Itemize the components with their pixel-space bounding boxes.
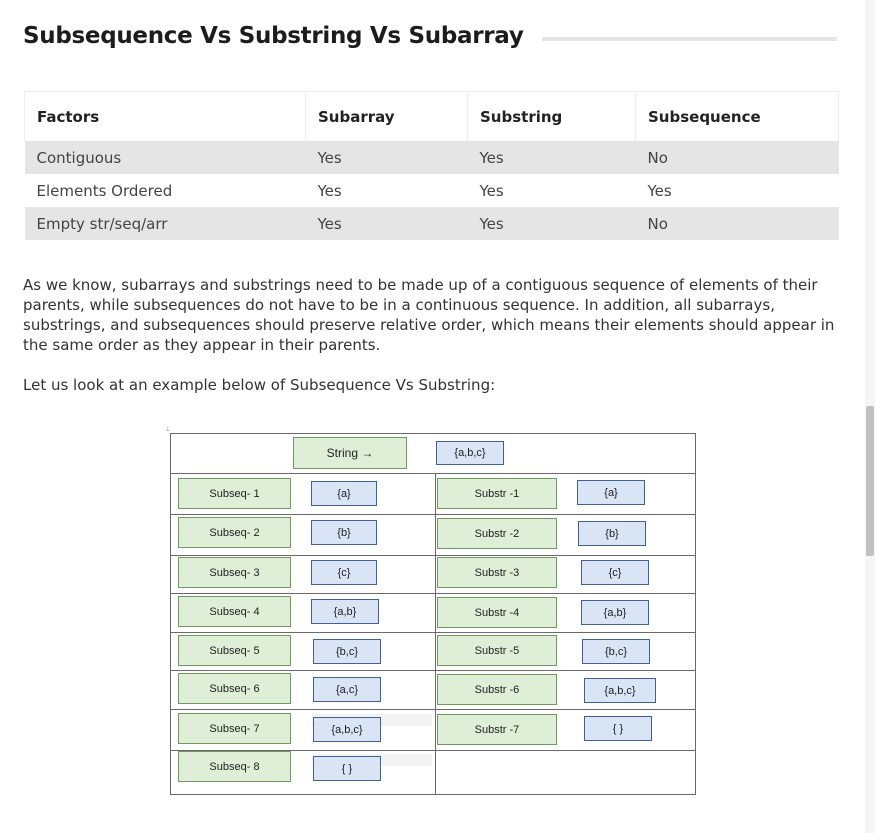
example-intro: Let us look at an example below of Subsequence Vs Substring: <box>23 376 496 394</box>
cell-subsequence: No <box>636 141 839 174</box>
cell-factor: Empty str/seq/arr <box>25 207 306 240</box>
substr-value: {a} <box>577 480 645 505</box>
string-value-box: {a,b,c} <box>436 441 504 465</box>
subseq-value: {a,c} <box>313 677 381 702</box>
subseq-value: { } <box>313 756 381 781</box>
header-factors: Factors <box>25 92 306 142</box>
table-row <box>25 141 839 174</box>
substr-label: Substr -3 <box>437 557 557 588</box>
grid-line <box>170 514 696 515</box>
substr-value: {a,b} <box>581 600 649 625</box>
example-figure <box>170 433 696 795</box>
string-label-box: String → <box>293 437 407 469</box>
subseq-label: Subseq- 1 <box>178 478 291 509</box>
subseq-value: {a,b} <box>311 599 379 624</box>
substr-label: Substr -4 <box>437 597 557 628</box>
header-subsequence: Subsequence <box>636 92 839 142</box>
subseq-label: Subseq- 7 <box>178 713 291 744</box>
substr-value: {a,b,c} <box>584 678 656 703</box>
grid-line <box>170 593 696 594</box>
cell-subarray: Yes <box>306 141 468 174</box>
subseq-value: {b,c} <box>313 639 381 664</box>
subseq-value: {c} <box>311 560 377 585</box>
cell-substring: Yes <box>468 174 636 207</box>
substr-label: Substr -5 <box>437 635 557 666</box>
grid-line <box>170 709 696 710</box>
substr-label: Substr -6 <box>437 674 557 705</box>
section-heading <box>23 18 837 54</box>
comparison-table <box>24 91 839 240</box>
substr-value: { } <box>584 716 652 741</box>
grid-divider <box>435 473 436 795</box>
grid-line <box>170 670 696 671</box>
grid-line <box>170 632 696 633</box>
subseq-label: Subseq- 4 <box>178 596 291 627</box>
grid-line <box>170 473 696 474</box>
cell-substring: Yes <box>468 207 636 240</box>
cell-subarray: Yes <box>306 207 468 240</box>
subseq-label: Subseq- 2 <box>178 517 291 548</box>
cell-factor: Contiguous <box>25 141 306 174</box>
page-title: Subsequence Vs Substring Vs Subarray <box>23 23 524 49</box>
substr-label: Substr -7 <box>437 714 557 745</box>
subseq-label: Subseq- 6 <box>178 673 291 704</box>
subseq-label: Subseq- 8 <box>178 751 291 782</box>
explanation-paragraph: As we know, subarrays and substrings need to be made up of a contiguous sequence of elements of their parents, while subsequences do not have to be in a continuous sequence. In addition, all subarrays, substrings, and subsequences should preserve relative order, which means their elements should appear in the same order as they appear in their parents. <box>23 276 835 354</box>
table-row <box>25 174 839 207</box>
substr-value: {b} <box>578 521 646 546</box>
substr-value: {c} <box>581 560 649 585</box>
cell-subsequence: Yes <box>636 174 839 207</box>
cell-subarray: Yes <box>306 174 468 207</box>
cell-substring: Yes <box>468 141 636 174</box>
image-anchor-icon: └ <box>165 427 170 435</box>
cell-factor: Elements Ordered <box>25 174 306 207</box>
subseq-label: Subseq- 5 <box>178 635 291 666</box>
subseq-label: Subseq- 3 <box>178 557 291 588</box>
header-substring: Substring <box>468 92 636 142</box>
table-header-row <box>25 92 839 142</box>
header-subarray: Subarray <box>306 92 468 142</box>
substr-value: {b,c} <box>582 639 650 664</box>
subseq-value: {b} <box>311 520 377 545</box>
substr-label: Substr -1 <box>437 478 557 509</box>
title-divider <box>542 37 837 41</box>
table-row <box>25 207 839 240</box>
scrollbar-thumb[interactable] <box>866 406 874 556</box>
grid-line <box>170 555 696 556</box>
cell-subsequence: No <box>636 207 839 240</box>
subseq-value: {a,b,c} <box>313 717 381 742</box>
substr-label: Substr -2 <box>437 518 557 549</box>
subseq-value: {a} <box>311 481 377 506</box>
